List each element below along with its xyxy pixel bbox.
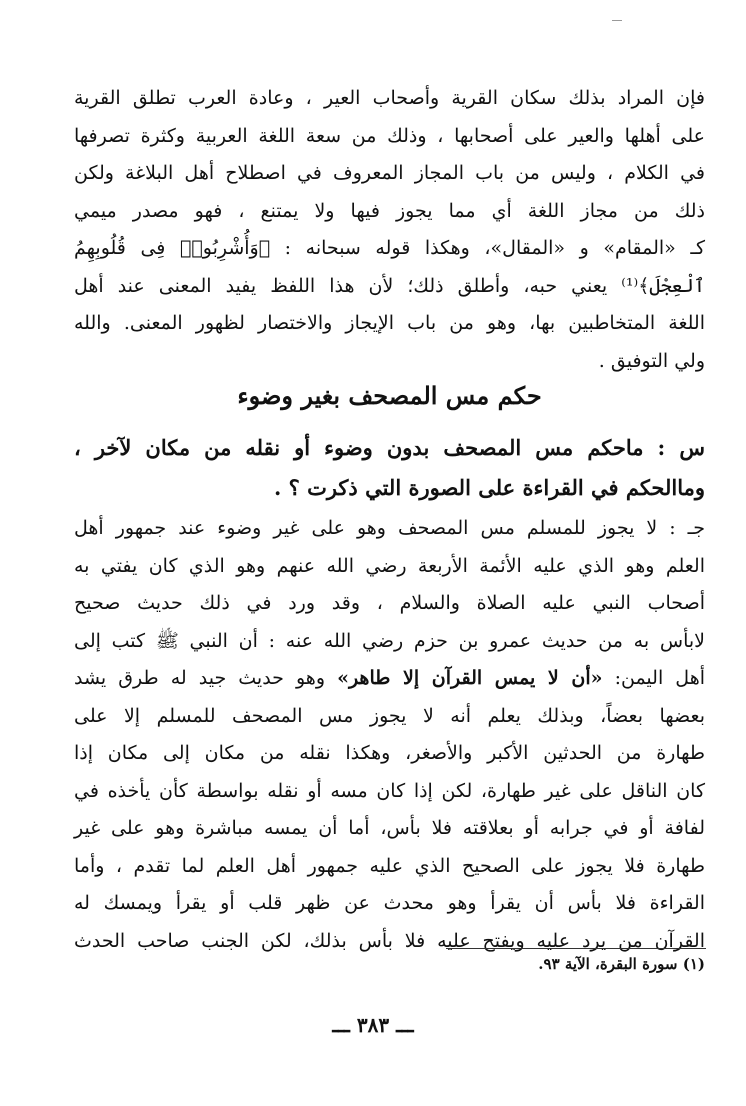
text-line: على أهلها والعير على أصحابها ، وذلك من سعة اللغة العربية وكثرة تصرفها — [74, 124, 705, 147]
quran-verse-line: كـ «المقام» و «المقال»، وهكذا قوله سبحانه : ﴿وَأُشْرِبُوا۟ فِى قُلُوبِهِمُ — [74, 237, 705, 259]
text-line: القراءة فلا بأس أن يقرأ وهو محدث عن ظهر قلب أو يقرأ ويمسك له — [74, 892, 705, 914]
section-heading: حكم مس المصحف بغير وضوء — [237, 381, 542, 410]
top-margin-mark — [612, 20, 622, 21]
page-number: ـــ ٣٨٣ ـــ — [332, 1013, 414, 1037]
question-line: وماالحكم في القراءة على الصورة التي ذكرت ؟ . — [274, 475, 705, 500]
question-line: س : ماحكم مس المصحف بدون وضوء أو نقله من مكان لآخر ، — [74, 435, 705, 460]
text-line: اللغة المتخاطبين بها، وهو من باب الإيجاز والاختصار لظهور المعنى. والله — [74, 312, 705, 334]
text-line: كان الناقل على غير طهارة، لكن إذا كان مسه أو نقله بواسطة كأن يأخذه في — [74, 779, 705, 802]
footnote-divider — [446, 948, 706, 949]
text-line: القرآن من يرد عليه ويفتح عليه فلا بأس بذلك، لكن الجنب صاحب الحدث — [74, 929, 705, 952]
text-line: أصحاب النبي عليه الصلاة والسلام ، وقد ورد في ذلك حديث صحيح — [74, 592, 705, 614]
hadith-line-start: أهل اليمن: — [602, 667, 705, 689]
question-paragraph — [74, 428, 705, 508]
text-line: ولي التوفيق . — [598, 349, 705, 372]
text-line: ٱلْعِجْلَ﴾⁽¹⁾ يعني حبه، وأطلق ذلك؛ لأن هذا اللفظ يفيد المعنى عند أهل — [74, 274, 705, 297]
text-line: ذلك من مجاز اللغة أي مما يجوز فيها ولا يمتنع ، فهو مصدر ميمي — [74, 199, 705, 222]
text-line: بعضها بعضاً، وبذلك يعلم أنه لا يجوز مس المصحف للمسلم إلا على — [74, 704, 705, 727]
text-line: لابأس به من حديث عمرو بن حزم رضي الله عنه : أن النبي ﷺ كتب إلى — [74, 629, 705, 652]
text-line: لفافة أو في جرابه أو بعلاقته فلا بأس، أما أن يمسه مباشرة وهو على غير — [74, 817, 705, 839]
hadith-quote: «أن لا يمس القرآن إلا طاهر» — [337, 667, 603, 689]
text-line: العلم وهو الذي عليه الأئمة الأربعة رضي الله عنهم وهو الذي كان يفتي به — [74, 554, 705, 577]
text-line: طهارة فلا يجوز على الصحيح الذي عليه جمهور أهل العلم لما تقدم ، وأما — [74, 854, 705, 877]
hadith-line-end: وهو حديث جيد له طرق يشد — [74, 667, 338, 689]
text-line: طهارة من الحدثين الأكبر والأصغر، وهكذا نقله من مكان إلى مكان إذا — [74, 742, 705, 764]
hadith-line — [74, 660, 705, 698]
intro-paragraph — [74, 80, 705, 380]
answer-paragraph — [74, 510, 705, 960]
footnote: (١) سورة البقرة، الآية ٩٣. — [538, 955, 705, 973]
text-line: في الكلام ، وليس من باب المجاز المعروف في اصطلاح أهل البلاغة ولكن — [74, 162, 705, 184]
text-line: فإن المراد بذلك سكان القرية وأصحاب العير ، وعادة العرب تطلق القرية — [74, 87, 705, 109]
text-line: جـ : لا يجوز للمسلم مس المصحف وهو على غير وضوء عند جمهور أهل — [74, 517, 705, 539]
